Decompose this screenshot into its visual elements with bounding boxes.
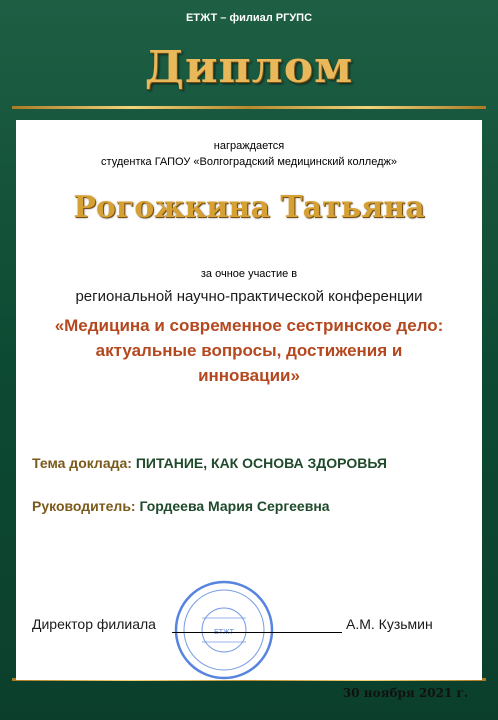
recipient-name: Рогожкина Татьяна [73,190,425,225]
signature-line [172,632,342,633]
issue-date: 30 ноября 2021 г. [342,686,468,700]
diploma-title: Диплом [144,42,354,93]
supervisor [32,498,330,514]
awarded-text: награждается [213,140,285,152]
recipient-role: студентка ГАПОУ «Волгоградский медицинский колледж» [101,156,397,168]
report-topic-label: Тема доклада: [32,455,132,471]
official-stamp [172,578,276,682]
conference-title: региональной научно-практической конференции [75,288,423,305]
report-topic [32,455,387,471]
director-name: А.М. Кузьмин [346,616,433,632]
conference-theme-line-2: актуальные вопросы, достижения и [95,341,403,360]
supervisor-label: Руководитель: [32,498,136,514]
svg-text:ЕТЖТ: ЕТЖТ [214,629,234,636]
participation-text: за очное участие в [200,268,298,280]
conference-theme-line-3: инновации» [198,366,300,385]
report-topic-value: ПИТАНИЕ, КАК ОСНОВА ЗДОРОВЬЯ [135,455,387,471]
top-gold-divider [12,106,486,109]
conference-theme-line-1: «Медицина и современное сестринское дело: [54,316,444,335]
supervisor-value: Гордеева Мария Сергеевна [139,498,330,514]
director-position: Директор филиала [32,616,156,632]
organization-header: ЕТЖТ – филиал РГУПС [185,12,313,24]
